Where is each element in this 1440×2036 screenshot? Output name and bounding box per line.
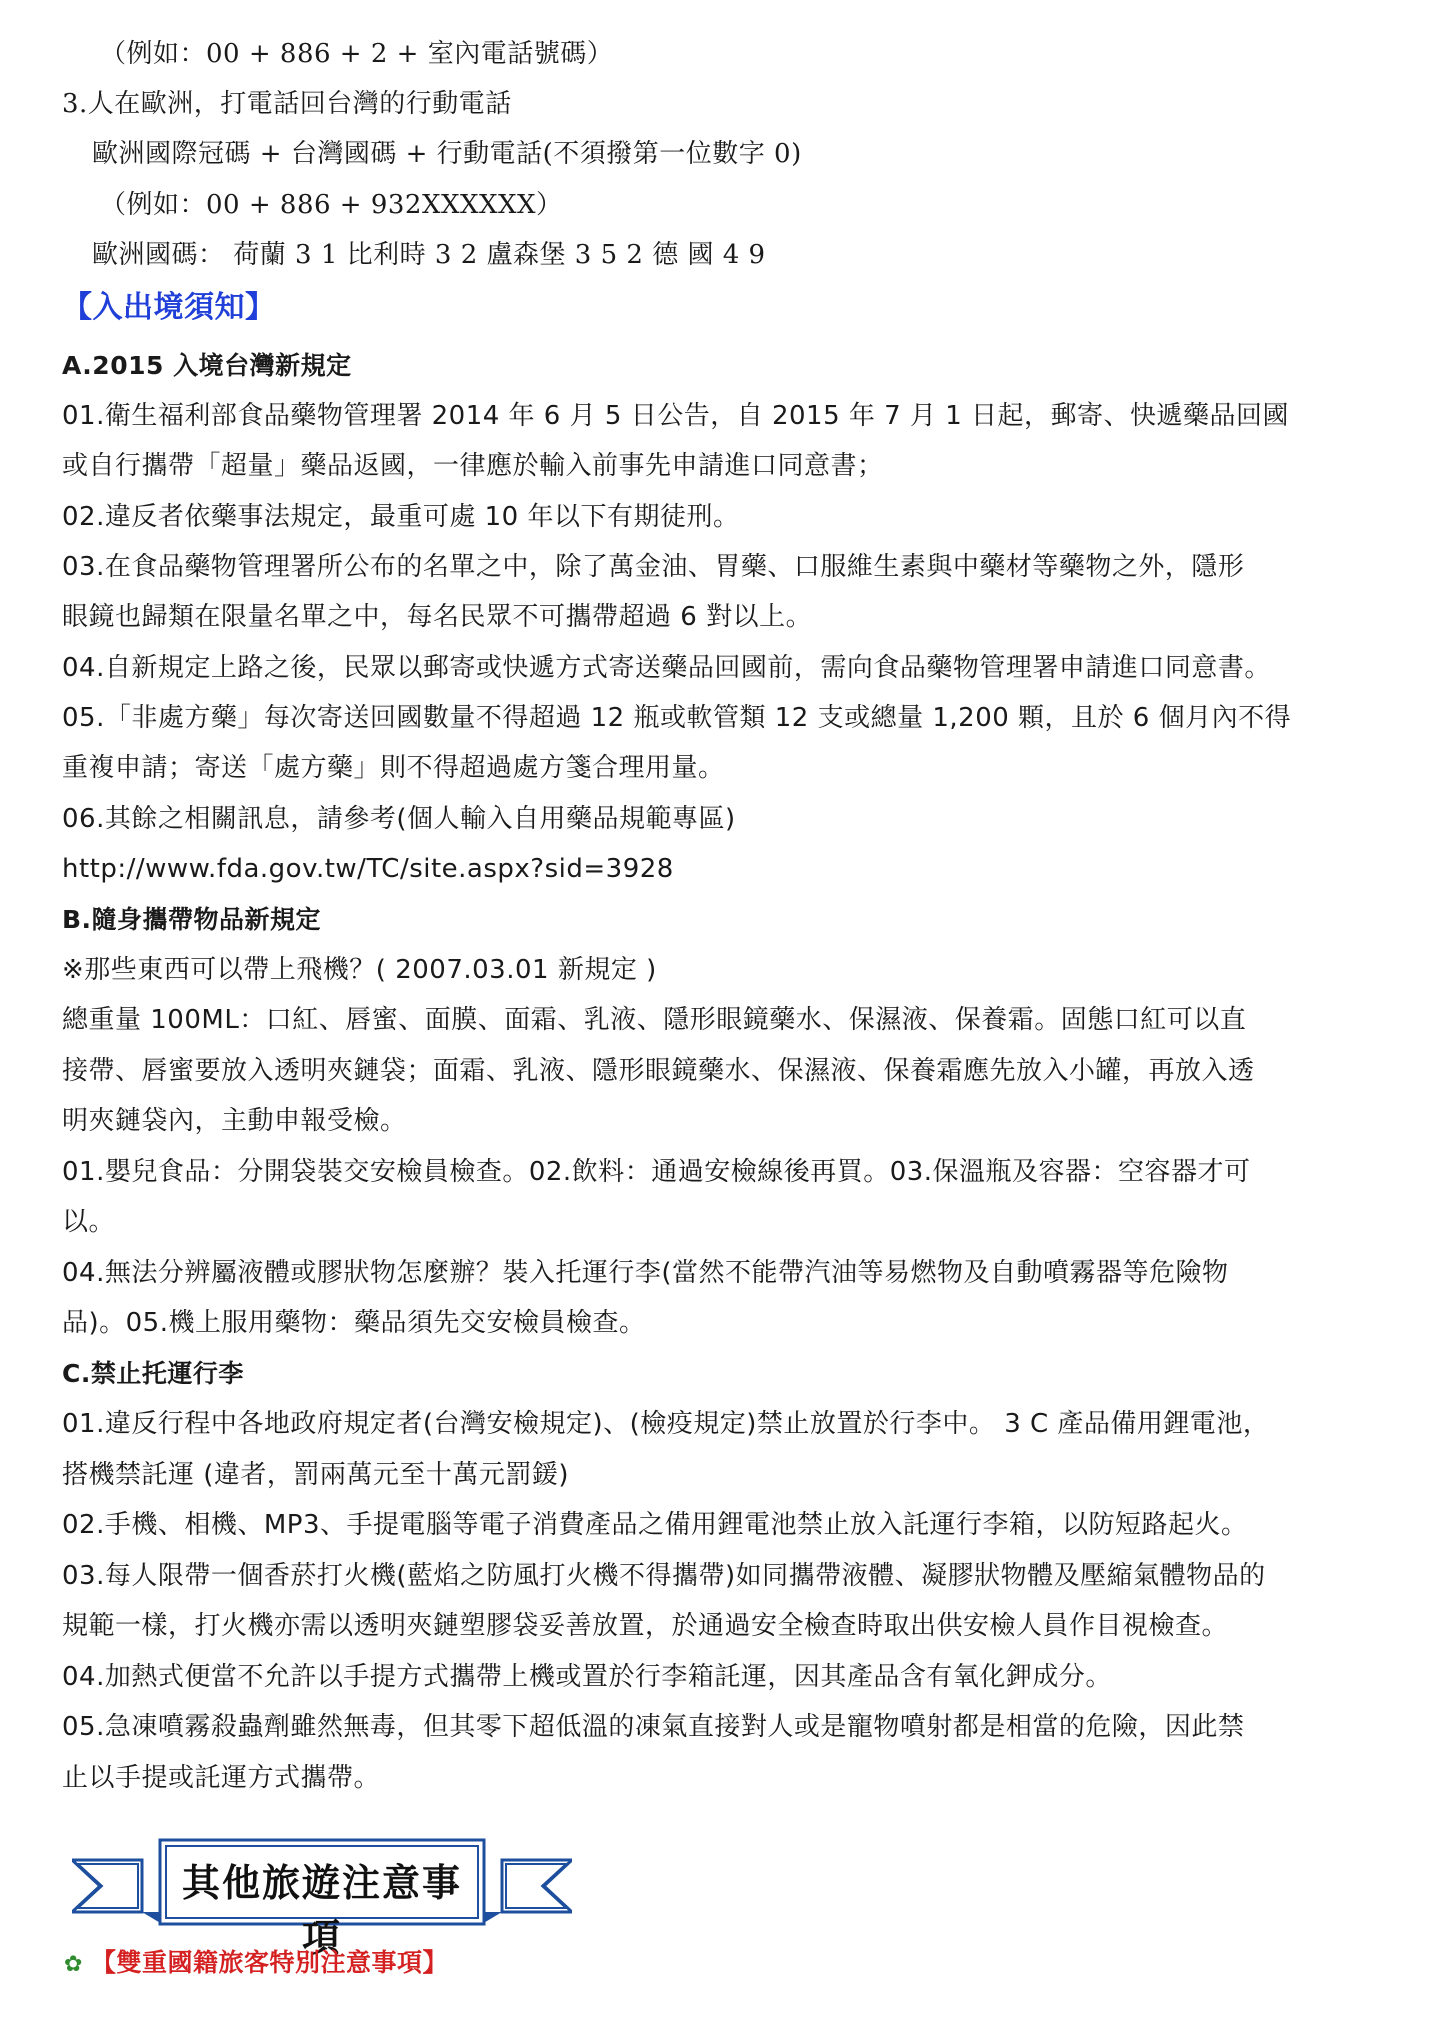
banner-title: 其他旅遊注意事項: [181, 1861, 462, 1960]
section-c-heading: C.禁止托運行李: [62, 1359, 244, 1388]
section-c-line: 03.每人限帶一個香菸打火機(藍焰之防風打火機不得攜帶)如同攜帶液體、凝膠狀物體及壓縮氣體物品的: [62, 1561, 1266, 1591]
section-c-line: 止以手提或託運方式攜帶。: [62, 1763, 381, 1793]
section-a-line: 06.其餘之相關訊息，請參考(個人輸入自用藥品規範專區): [62, 804, 736, 834]
section-b-line: 04.無法分辨屬液體或膠狀物怎麼辦？裝入托運行李(當然不能帶汽油等易燃物及自動噴霧器等危險物: [62, 1258, 1229, 1288]
item-3-line: 3.人在歐洲，打電話回台灣的行動電話: [62, 89, 512, 119]
dual-nationality-heading: [64, 1945, 448, 1983]
section-b-line: 接帶、唇蜜要放入透明夾鏈袋；面霜、乳液、隱形眼鏡藥水、保濕液、保養霜應先放入小罐，再放入透: [62, 1056, 1255, 1086]
europe-country-codes-line: 歐洲國碼： 荷蘭 3 1 比利時 3 2 盧森堡 3 5 2 德 國 4 9: [92, 240, 766, 270]
section-b-line: 以。: [62, 1207, 116, 1237]
section-a-line: 01.衛生福利部食品藥物管理署 2014 年 6 月 5 日公告，自 2015 年 7 月 1 日起，郵寄、快遞藥品回國: [62, 401, 1290, 431]
fda-link[interactable]: http://www.fda.gov.tw/TC/site.aspx?sid=3928: [62, 854, 674, 884]
section-c-line: 04.加熱式便當不允許以手提方式攜帶上機或置於行李箱託運，因其產品含有氧化鉀成分。: [62, 1662, 1112, 1692]
section-c-line: 規範一樣，打火機亦需以透明夾鏈塑膠袋妥善放置，於通過安全檢查時取出供安檢人員作目視檢查。: [62, 1611, 1229, 1641]
section-b-line: 品)。05.機上服用藥物：藥品須先交安檢員檢查。: [62, 1308, 646, 1338]
section-a-line: 04.自新規定上路之後，民眾以郵寄或快遞方式寄送藥品回國前，需向食品藥物管理署申請進口同意書。: [62, 653, 1271, 683]
example-line-1: （例如：00 + 886 + 2 + 室內電話號碼）: [100, 39, 614, 69]
ribbon-banner: [72, 1830, 572, 1960]
section-c-line: 02.手機、相機、MP3、手提電腦等電子消費產品之備用鋰電池禁止放入託運行李箱，以防短路起火。: [62, 1510, 1248, 1540]
section-b-line: ※那些東西可以帶上飛機？( 2007.03.01 新規定 ): [62, 955, 657, 985]
example-line-2: （例如：00 + 886 + 932XXXXXX）: [100, 190, 563, 220]
section-b-heading: B.隨身攜帶物品新規定: [62, 905, 322, 934]
dual-nationality-title: 【雙重國籍旅客特別注意事項】: [90, 1948, 448, 1977]
section-b-line: 01.嬰兒食品：分開袋裝交安檢員檢查。02.飲料：通過安檢線後再買。03.保溫瓶及容器：空容器才可: [62, 1157, 1251, 1187]
section-a-line: 或自行攜帶「超量」藥品返國，一律應於輸入前事先申請進口同意書；: [62, 451, 884, 481]
section-a-line: 03.在食品藥物管理署所公布的名單之中，除了萬金油、胃藥、口服維生素與中藥材等藥物之外，隱形: [62, 552, 1245, 582]
section-b-line: 總重量 100ML：口紅、唇蜜、面膜、面霜、乳液、隱形眼鏡藥水、保濕液、保養霜。固態口紅可以直: [62, 1005, 1247, 1035]
section-a-line: 重複申請；寄送「處方藥」則不得超過處方箋合理用量。: [62, 753, 725, 783]
section-b-line: 明夾鏈袋內，主動申報受檢。: [62, 1106, 407, 1136]
section-a-line: 05.「非處方藥」每次寄送回國數量不得超過 12 瓶或軟管類 12 支或總量 1,200 顆，且於 6 個月內不得: [62, 703, 1292, 733]
section-c-line: 01.違反行程中各地政府規定者(台灣安檢規定)、(檢疫規定)禁止放置於行李中。 3 C 產品備用鋰電池，: [62, 1409, 1270, 1439]
flower-icon: ✿: [64, 1952, 83, 1977]
section-a-line: 眼鏡也歸類在限量名單之中，每名民眾不可攜帶超過 6 對以上。: [62, 602, 813, 632]
section-c-line: 05.急凍噴霧殺蟲劑雖然無毒，但其零下超低溫的凍氣直接對人或是寵物噴射都是相當的危險，因此禁: [62, 1712, 1245, 1742]
dial-formula-line: 歐洲國際冠碼 + 台灣國碼 + 行動電話(不須撥第一位數字 0): [92, 139, 802, 169]
section-c-line: 搭機禁託運 (違者，罰兩萬元至十萬元罰鍰): [62, 1460, 570, 1490]
entry-exit-section-title: 【入出境須知】: [62, 290, 276, 325]
section-a-line: 02.違反者依藥事法規定，最重可處 10 年以下有期徒刑。: [62, 502, 740, 532]
section-a-heading: A.2015 入境台灣新規定: [62, 351, 352, 380]
